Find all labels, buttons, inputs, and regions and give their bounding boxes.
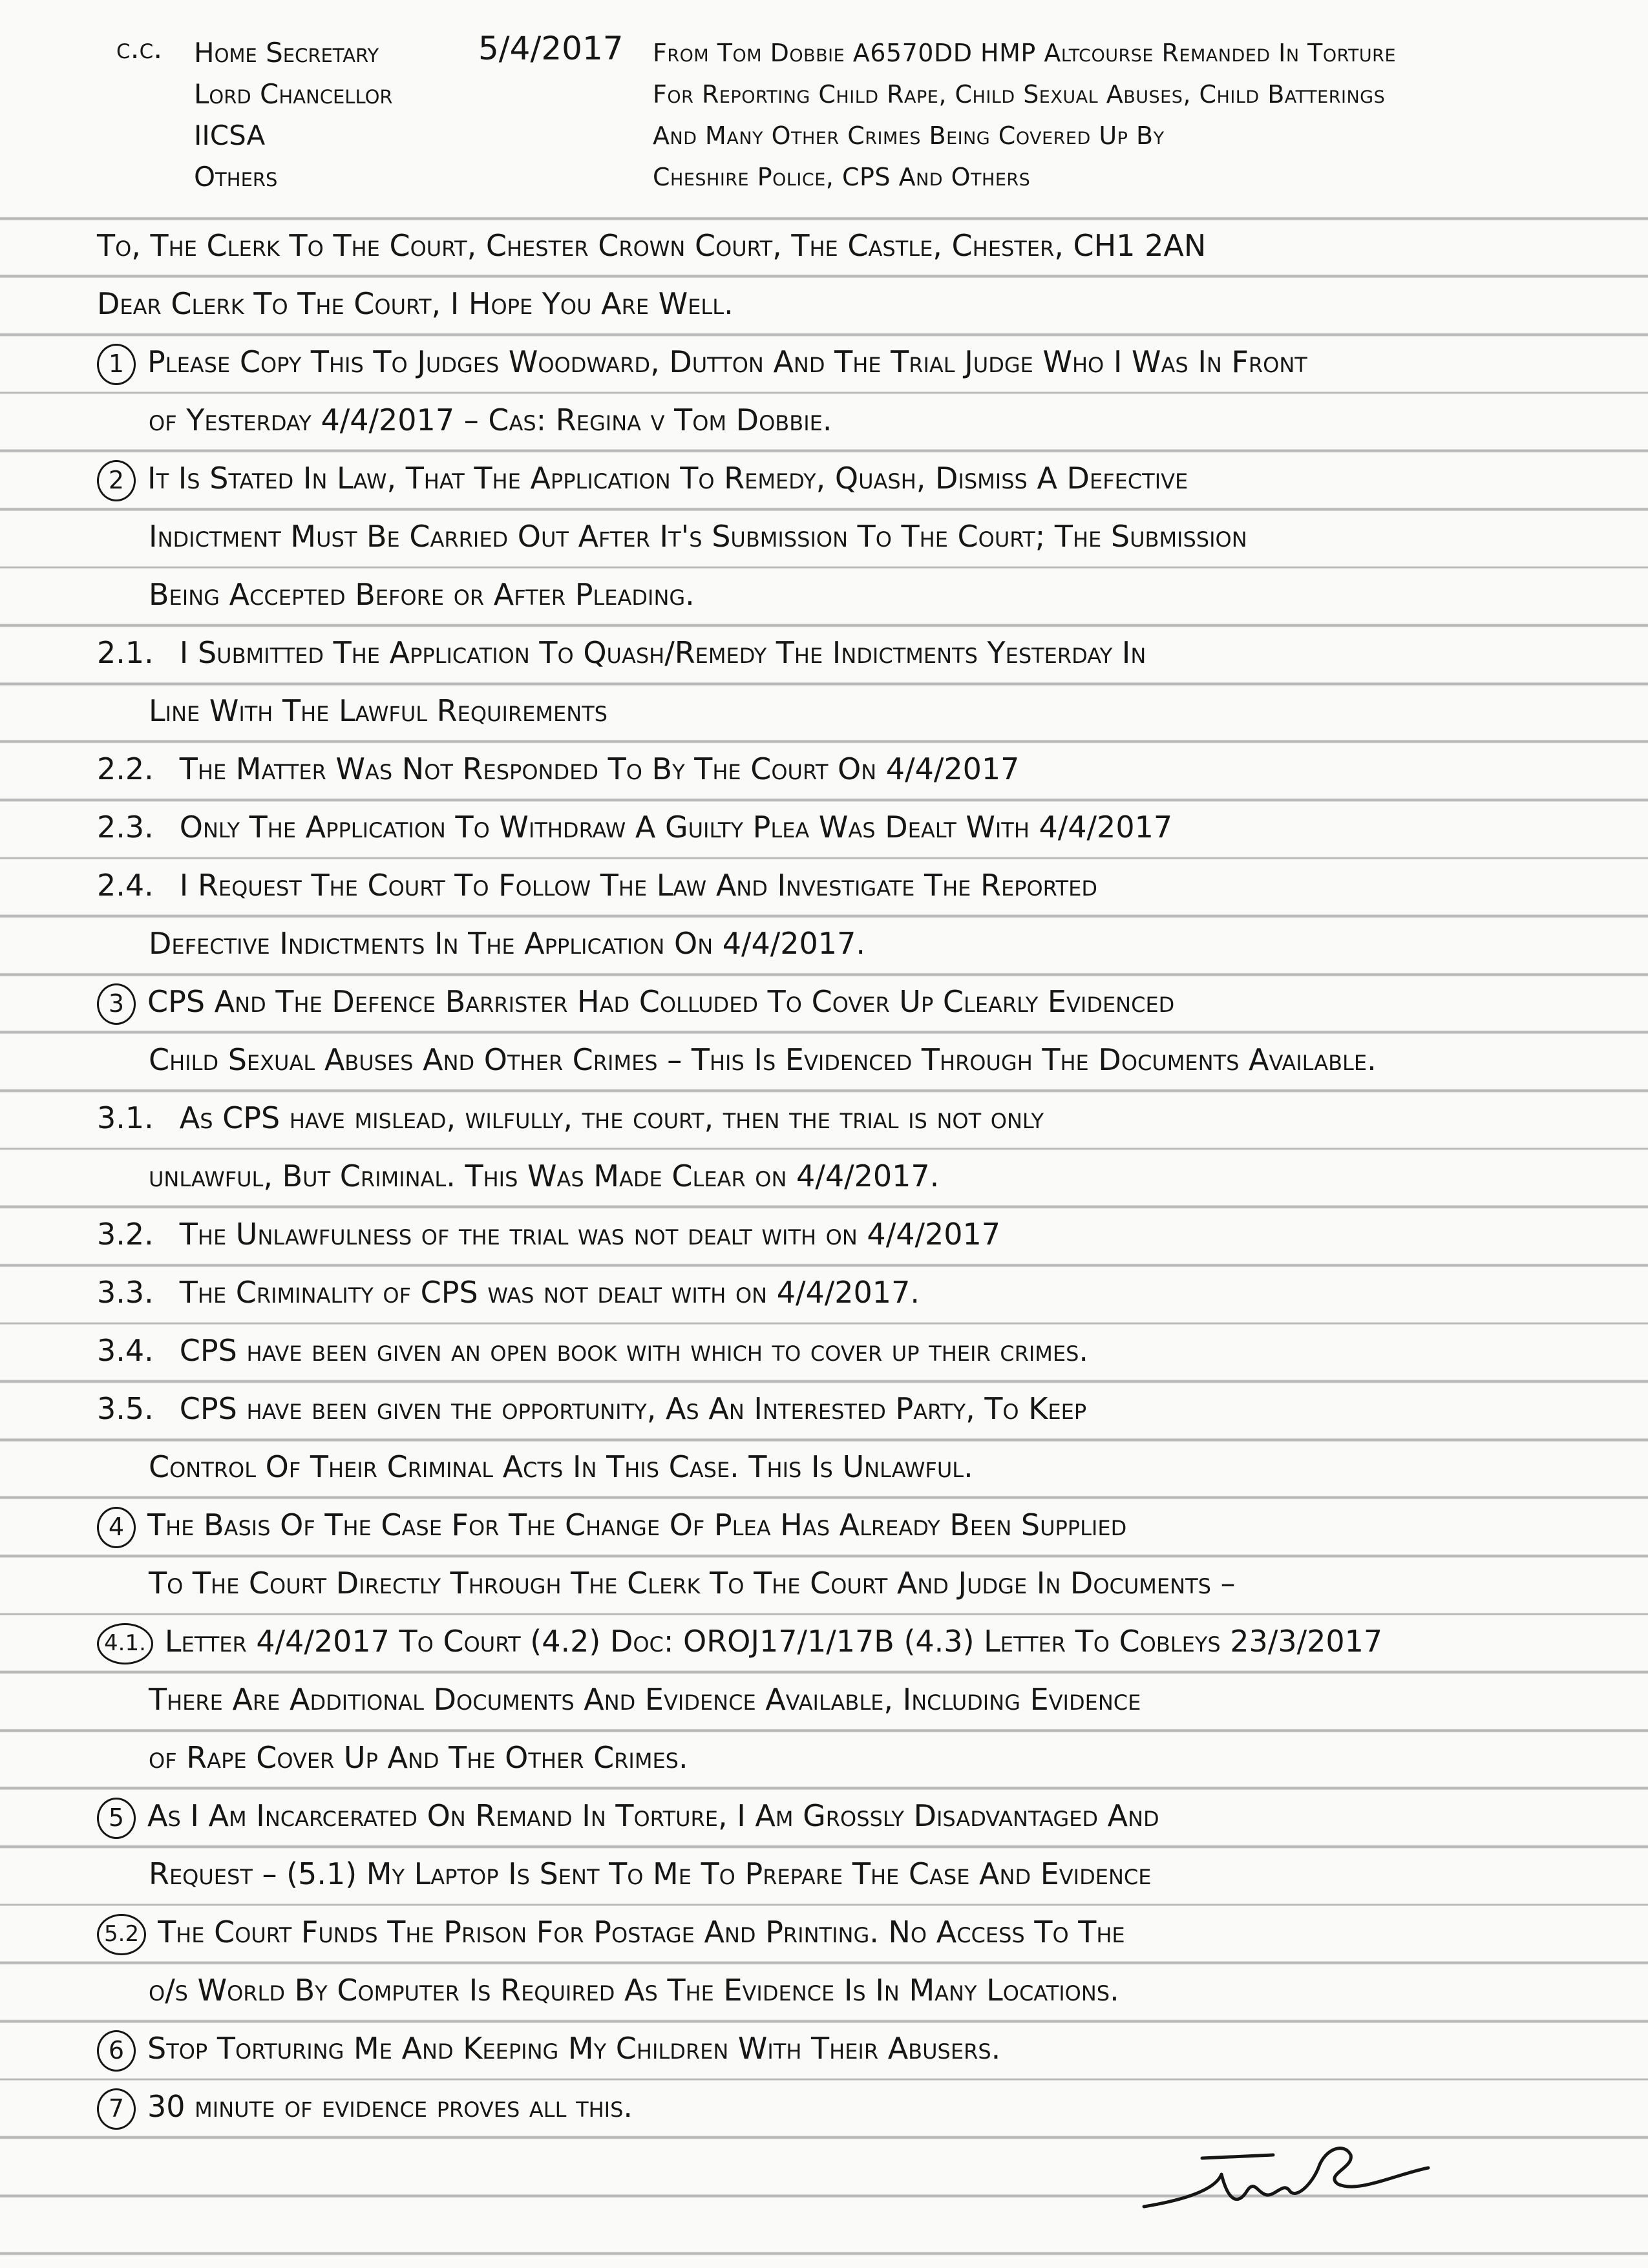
letter-line <box>97 333 1603 391</box>
letter-body <box>97 216 1603 2136</box>
line-text: There Are Additional Documents And Evidence Available, Including Evidence <box>149 1682 1141 1717</box>
item-number: 2.2. <box>97 751 154 786</box>
sender-line: And Many Other Crimes Being Covered Up By <box>653 121 1165 150</box>
item-number: 5 <box>97 1798 136 1839</box>
salutation: Dear Clerk To The Court, I Hope You Are Well. <box>97 286 734 321</box>
line-text: Stop Torturing Me And Keeping My Children With Their Abusers. <box>147 2031 1001 2066</box>
letter-line <box>97 798 1603 856</box>
line-text: Being Accepted Before or After Pleading. <box>149 577 695 612</box>
letter-line <box>97 682 1603 740</box>
line-text: The Matter Was Not Responded To By The Court On 4/4/2017 <box>179 751 1020 786</box>
line-text: CPS And The Defence Barrister Had Colluded To Cover Up Clearly Evidenced <box>147 984 1175 1019</box>
recipient-address: To, The Clerk To The Court, Chester Crown Court, The Castle, Chester, CH1 2AN <box>97 228 1207 263</box>
item-number: 5.2 <box>97 1914 146 1955</box>
letter-date: 5/4/2017 <box>478 30 624 67</box>
letter-line <box>97 1147 1603 1205</box>
letter-line <box>97 1612 1603 1670</box>
signature <box>1125 2129 1461 2226</box>
item-number: 2.1. <box>97 635 154 670</box>
letter-line <box>97 1380 1603 1438</box>
item-number: 4.1. <box>97 1623 153 1664</box>
cc-recipient: IICSA <box>194 120 266 151</box>
line-text: Child Sexual Abuses And Other Crimes – This Is Evidenced Through The Documents Available. <box>149 1042 1377 1077</box>
line-text: Line With The Lawful Requirements <box>149 693 607 728</box>
item-number: 2.4. <box>97 868 154 903</box>
line-text: Indictment Must Be Carried Out After It's Submission To The Court; The Submission <box>149 519 1247 554</box>
sender-line: From Tom Dobbie A6570DD HMP Altcourse Remanded In Torture <box>653 39 1396 67</box>
letter-line <box>97 1438 1603 1496</box>
line-text: As I Am Incarcerated On Remand In Torture, I Am Grossly Disadvantaged And <box>147 1798 1159 1833</box>
item-number: 3.5. <box>97 1391 154 1426</box>
letter-line <box>97 1321 1603 1380</box>
letter-line <box>97 449 1603 507</box>
letter-line <box>97 972 1603 1031</box>
sender-block <box>653 32 1622 198</box>
letter-line <box>97 1496 1603 1554</box>
letter-lines <box>97 333 1603 2136</box>
line-text: of Rape Cover Up And The Other Crimes. <box>149 1740 688 1775</box>
letter-line <box>97 624 1603 682</box>
item-number: 1 <box>97 344 136 385</box>
letter-line <box>97 740 1603 798</box>
item-number: 4 <box>97 1507 136 1548</box>
item-number: 3.3. <box>97 1275 154 1310</box>
cc-recipient: Lord Chancellor <box>194 78 393 110</box>
item-number: 3.1. <box>97 1100 154 1135</box>
cc-recipient: Others <box>194 161 278 193</box>
line-text: The Criminality of CPS was not dealt with on 4/4/2017. <box>179 1275 920 1310</box>
cc-recipients <box>194 32 393 198</box>
letter-line <box>97 1205 1603 1263</box>
letter-header <box>116 26 1603 213</box>
line-text: Only The Application To Withdraw A Guilty Plea Was Dealt With 4/4/2017 <box>179 810 1173 845</box>
letter-line <box>97 2019 1603 2077</box>
letter-line <box>97 1961 1603 2019</box>
sender-line: For Reporting Child Rape, Child Sexual Abuses, Child Batterings <box>653 80 1386 109</box>
item-number: 3.4. <box>97 1333 154 1368</box>
line-text: Control Of Their Criminal Acts In This Case. This Is Unlawful. <box>149 1449 973 1484</box>
sender-line: Cheshire Police, CPS And Others <box>653 163 1031 191</box>
line-text: Request – (5.1) My Laptop Is Sent To Me To Prepare The Case And Evidence <box>149 1856 1152 1891</box>
letter-line <box>97 1845 1603 1903</box>
line-text: o/s World By Computer Is Required As The Evidence Is In Many Locations. <box>149 1973 1119 2008</box>
cc-label: c.c. <box>116 32 163 65</box>
letter-line <box>97 1903 1603 1961</box>
letter-line <box>97 914 1603 972</box>
item-number: 7 <box>97 2088 136 2130</box>
line-text: Please Copy This To Judges Woodward, Dutton And The Trial Judge Who I Was In Front <box>147 344 1307 379</box>
item-number: 3 <box>97 983 136 1025</box>
line-text: I Submitted The Application To Quash/Remedy The Indictments Yesterday In <box>179 635 1146 670</box>
line-text: As CPS have mislead, wilfully, the court, then the trial is not only <box>179 1100 1044 1135</box>
line-text: unlawful, But Criminal. This Was Made Clear on 4/4/2017. <box>149 1159 940 1193</box>
line-text: The Unlawfulness of the trial was not dealt with on 4/4/2017 <box>179 1217 1001 1252</box>
letter-line <box>97 391 1603 449</box>
letter-line <box>97 1263 1603 1321</box>
letter-line <box>97 1670 1603 1728</box>
line-text: It Is Stated In Law, That The Application To Remedy, Quash, Dismiss A Defective <box>147 461 1188 496</box>
line-text: To The Court Directly Through The Clerk To The Court And Judge In Documents – <box>149 1566 1236 1601</box>
line-text: I Request The Court To Follow The Law And Investigate The Reported <box>179 868 1097 903</box>
letter-line <box>97 565 1603 624</box>
letter-line <box>97 1031 1603 1089</box>
item-number: 2 <box>97 460 136 501</box>
item-number: 3.2. <box>97 1217 154 1252</box>
letter-line <box>97 2077 1603 2136</box>
letter-line <box>97 1787 1603 1845</box>
letter-line <box>97 856 1603 914</box>
letter-line <box>97 1554 1603 1612</box>
letter-line <box>97 507 1603 565</box>
line-text: The Basis Of The Case For The Change Of Plea Has Already Been Supplied <box>147 1507 1127 1542</box>
line-text: Letter 4/4/2017 To Court (4.2) Doc: OROJ17/1/17B (4.3) Letter To Cobleys 23/3/2017 <box>164 1624 1383 1659</box>
line-text: CPS have been given an open book with which to cover up their crimes. <box>179 1333 1089 1368</box>
line-text: Defective Indictments In The Application On 4/4/2017. <box>149 926 865 961</box>
line-text: CPS have been given the opportunity, As An Interested Party, To Keep <box>179 1391 1087 1426</box>
item-number: 2.3. <box>97 810 154 845</box>
line-text: The Court Funds The Prison For Postage And Printing. No Access To The <box>158 1915 1125 1949</box>
line-text: 30 minute of evidence proves all this. <box>147 2089 633 2124</box>
letter-line <box>97 1728 1603 1787</box>
letter-line <box>97 1089 1603 1147</box>
cc-recipient: Home Secretary <box>194 37 379 68</box>
item-number: 6 <box>97 2030 136 2072</box>
line-text: of Yesterday 4/4/2017 – Cas: Regina v Tom Dobbie. <box>149 403 832 437</box>
